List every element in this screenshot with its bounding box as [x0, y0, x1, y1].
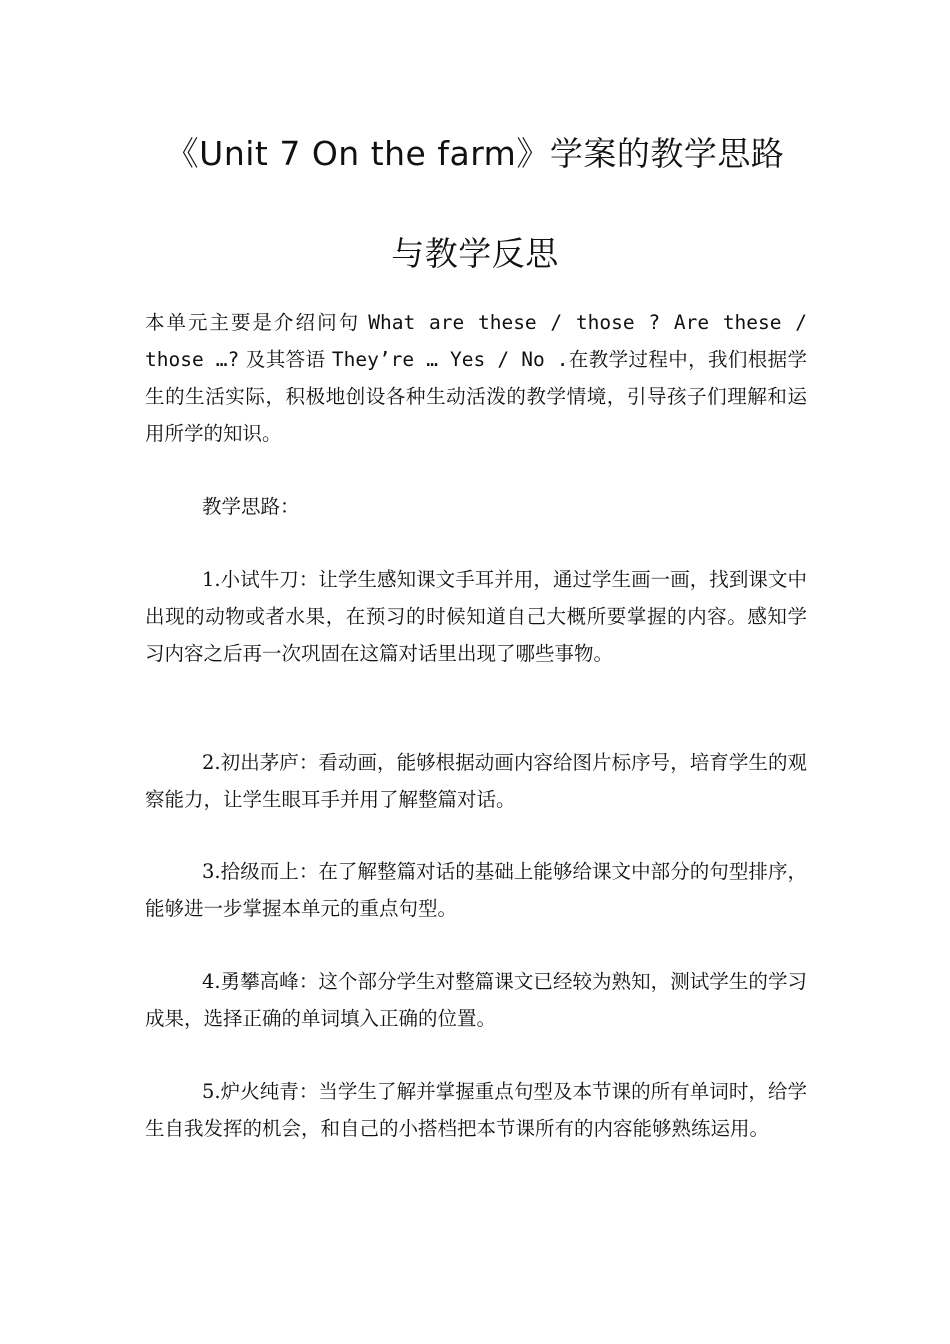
intro-text-after: 在教学过程中，我们根据学生的生活实际，积极地创设各种生动活泼的教学情境，引导孩子们理解和运用所学的知识。: [145, 348, 807, 445]
intro-text-before: 本单元主要是介绍问句: [145, 311, 369, 334]
document-title-line-1: 《Unit 7 On the farm》学案的教学思路: [165, 134, 785, 173]
intro-paragraph: [145, 304, 807, 452]
intro-text-mid: 及其答语: [239, 348, 332, 371]
step-paragraph-2: 2.初出茅庐：看动画，能够根据动画内容给图片标序号，培育学生的观察能力，让学生眼耳手并用了解整篇对话。: [145, 751, 807, 811]
step-paragraph-1: 1.小试牛刀：让学生感知课文手耳并用，通过学生画一画，找到课文中出现的动物或者水果，在预习的时候知道自己大概所要掌握的内容。感知学习内容之后再一次巩固在这篇对话里出现了哪些事物。: [145, 568, 807, 665]
intro-question-english: What are these / those ? Are these / those …?: [145, 311, 808, 371]
intro-answer-english: They’re … Yes / No .: [331, 348, 569, 371]
step-paragraph-3: 3.拾级而上：在了解整篇对话的基础上能够给课文中部分的句型排序，能够进一步掌握本单元的重点句型。: [145, 860, 807, 920]
step-paragraph-4: 4.勇攀高峰：这个部分学生对整篇课文已经较为熟知，测试学生的学习成果，选择正确的单词填入正确的位置。: [145, 970, 807, 1030]
section-heading: 教学思路：: [202, 495, 300, 518]
document-title-line-2: 与教学反思: [391, 234, 559, 273]
step-paragraph-5: 5.炉火纯青：当学生了解并掌握重点句型及本节课的所有单词时，给学生自我发挥的机会，和自己的小搭档把本节课所有的内容能够熟练运用。: [145, 1080, 807, 1140]
